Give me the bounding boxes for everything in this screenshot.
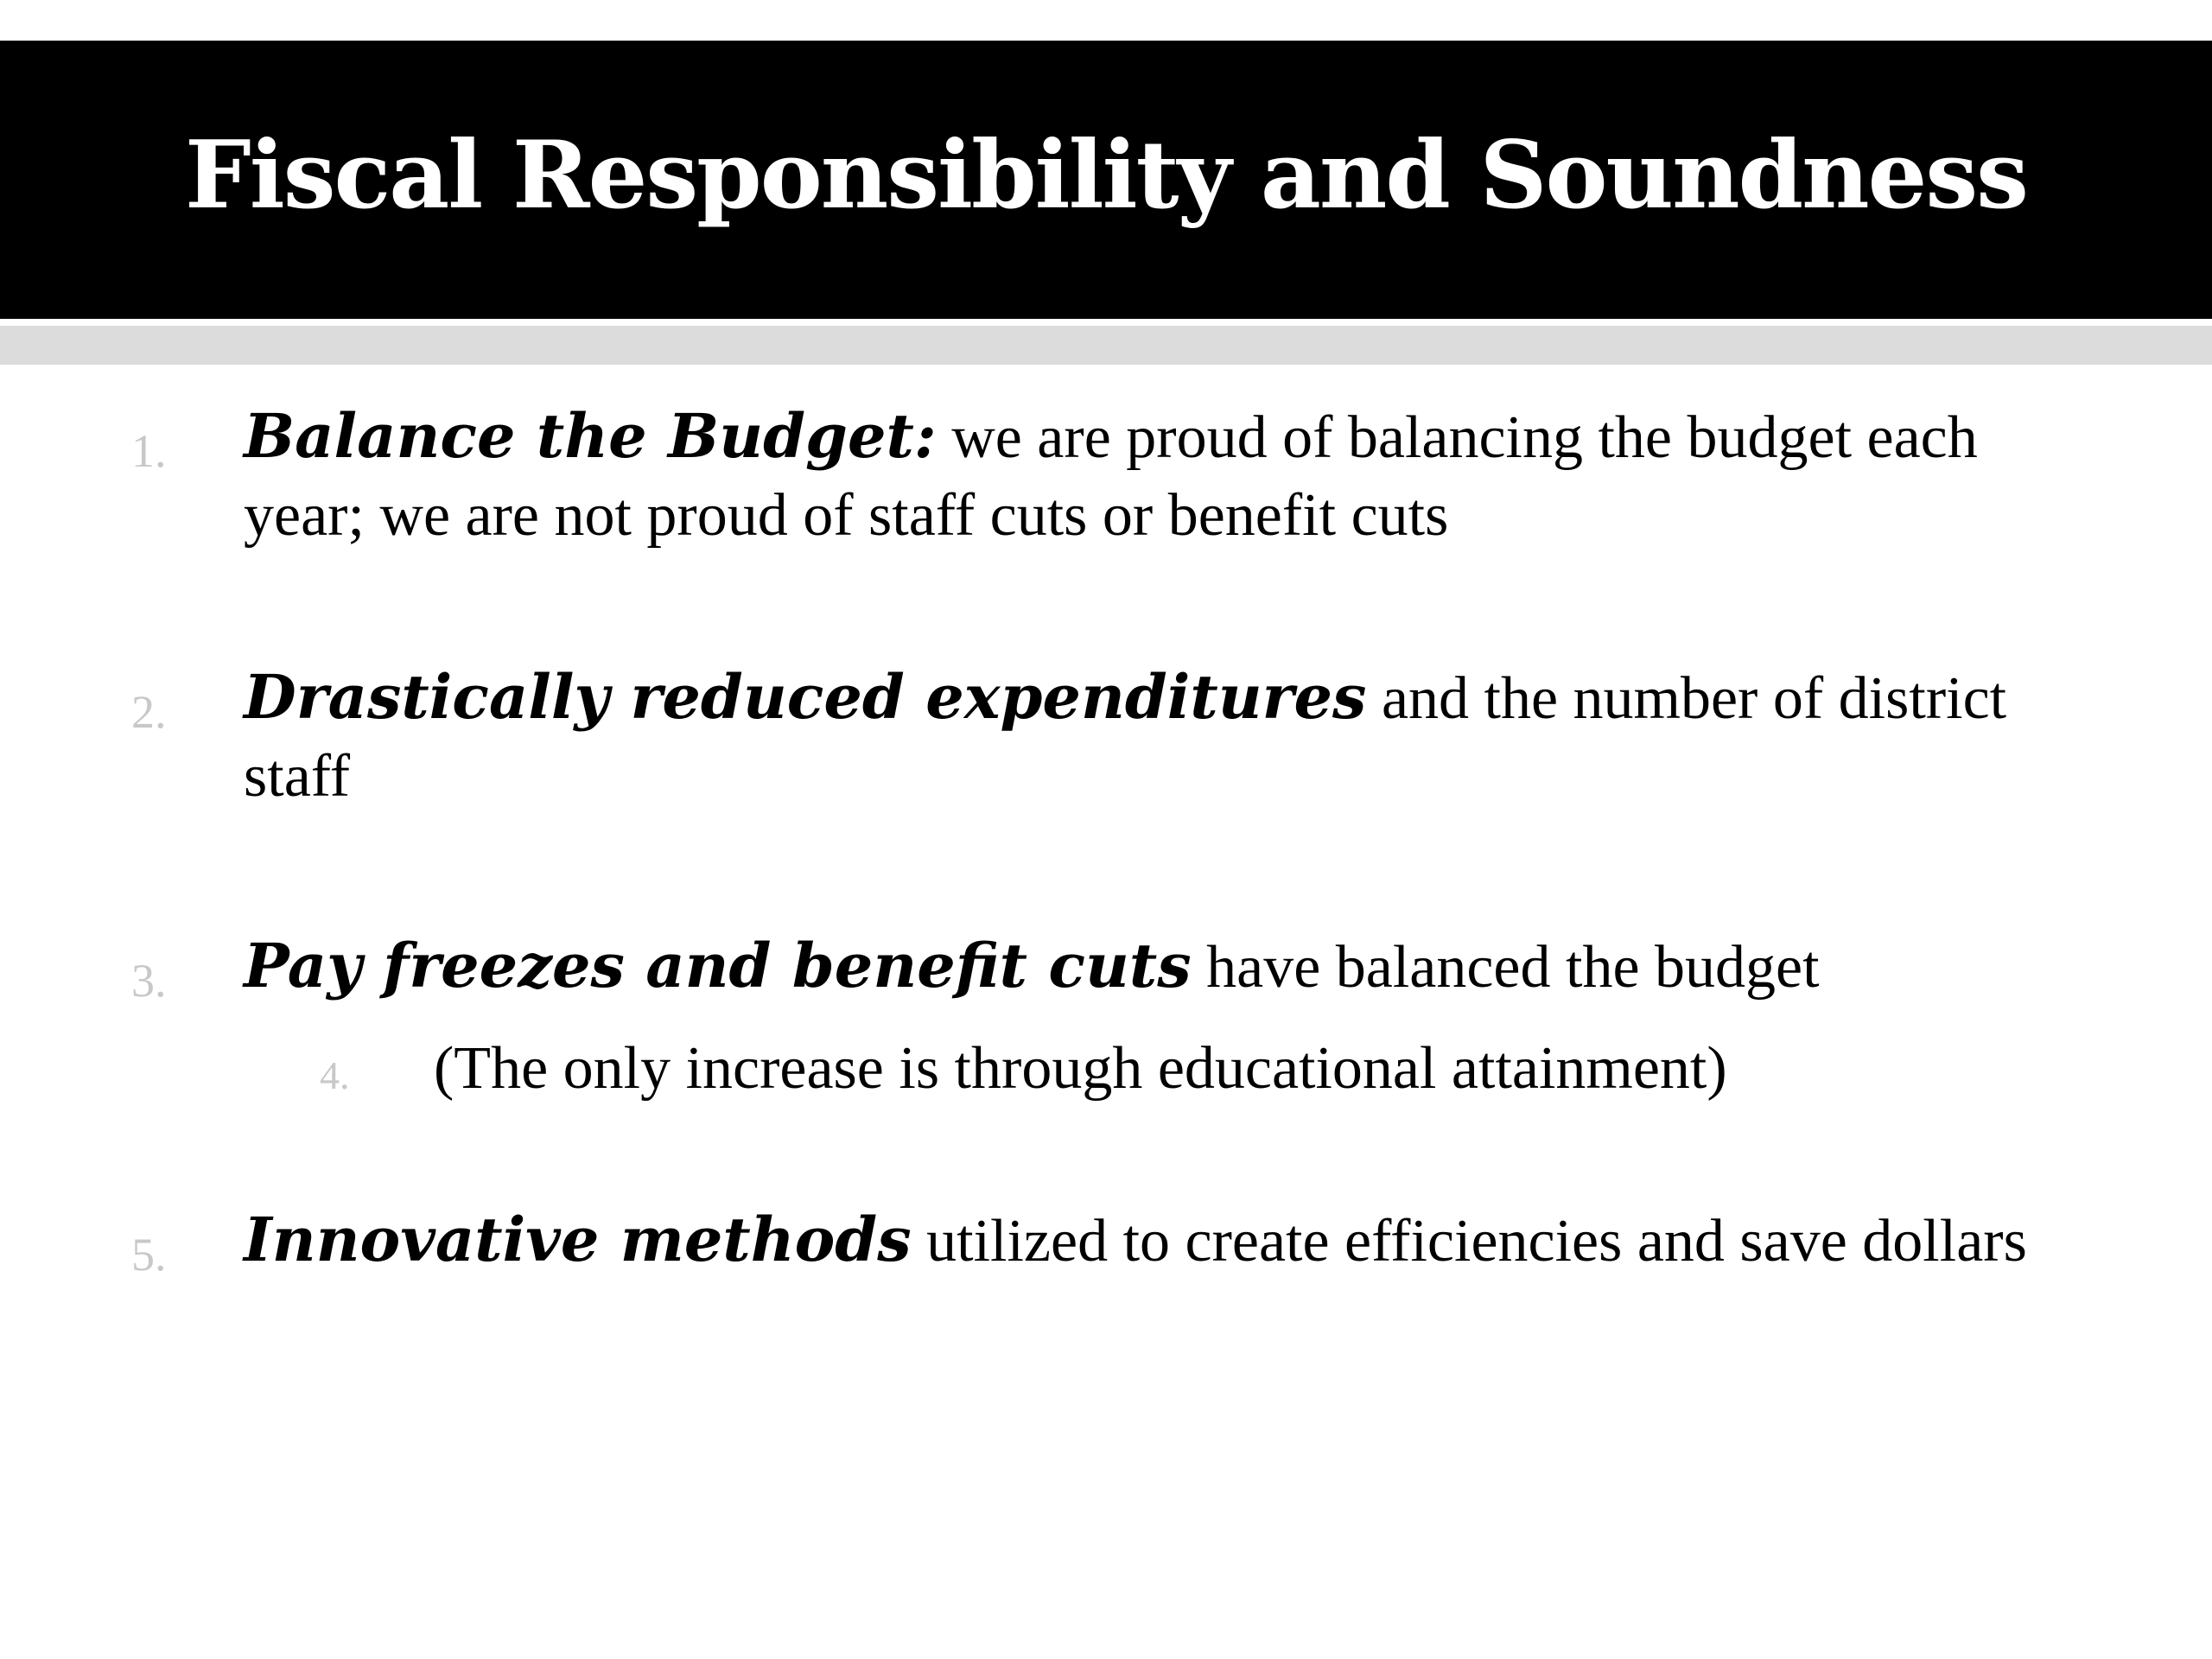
list-number: 3. <box>131 955 167 1007</box>
list-item-emphasis: Innovative methods <box>244 1204 912 1275</box>
list-item-text <box>244 658 2101 816</box>
list-item-text <box>434 1030 2119 1108</box>
list-item-emphasis: Pay freezes and benefit cuts <box>244 930 1192 1001</box>
list-item-text <box>244 927 2101 1007</box>
list-number: 5. <box>131 1229 167 1281</box>
list-number: 1. <box>131 425 167 477</box>
list-item-body: have balanced the budget <box>1191 934 1820 1001</box>
list-item-text <box>244 1201 2101 1281</box>
list-item-emphasis: Drastically reduced expenditures <box>244 661 1367 733</box>
list-number: 4. <box>320 1053 350 1097</box>
list-item-emphasis: Balance the Budget: <box>244 400 937 472</box>
list-item-body: we are proud of balancing the budget each year; we are not proud of staff cuts or benefit cuts <box>244 404 1978 549</box>
list-item-text <box>244 397 2101 555</box>
list-number: 2. <box>131 686 167 738</box>
list-item-body: (The only increase is through educational attainment) <box>434 1035 1727 1102</box>
slide-title: Fiscal Responsibility and Soundness <box>185 121 2027 230</box>
list-item-body: utilized to create efficiencies and save dollars <box>911 1208 2027 1274</box>
list-item-body: and the number of district staff <box>244 665 2007 810</box>
